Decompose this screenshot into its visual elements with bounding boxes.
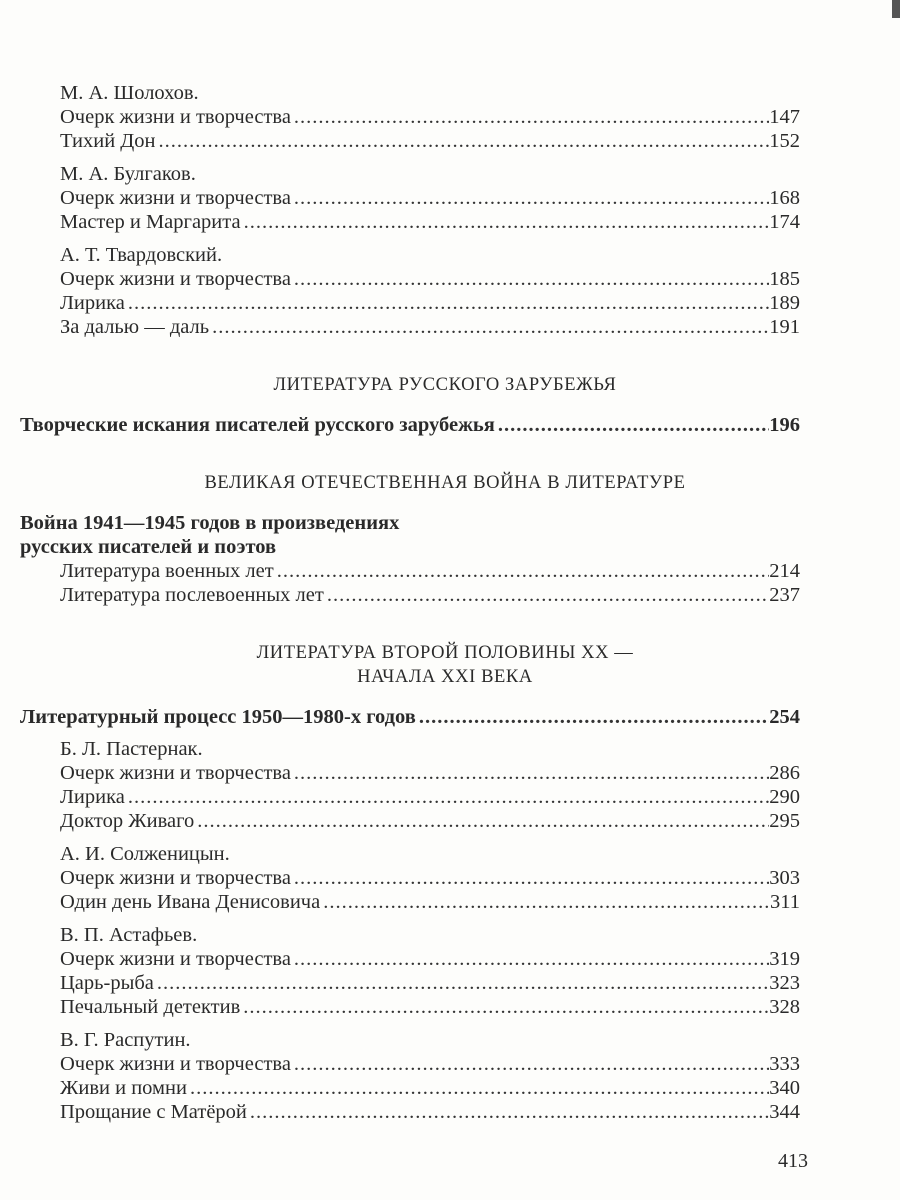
dot-leader (125, 785, 769, 809)
dot-leader (187, 1076, 769, 1100)
entry-title: Война 1941—1945 годов в произведениях (20, 512, 400, 534)
toc-block-heading (20, 641, 800, 689)
toc-entry[interactable] (20, 1052, 800, 1076)
entry-title: А. Т. Твардовский. (60, 244, 223, 266)
toc-entry[interactable] (20, 705, 800, 729)
entry-title: Очерк жизни и творчества (60, 867, 291, 889)
entry-page-number: 333 (769, 1053, 800, 1075)
entry-title: В. П. Астафьев. (60, 924, 198, 946)
toc-entry[interactable] (20, 785, 800, 809)
dot-leader (154, 971, 769, 995)
section-heading: НАЧАЛА XXI ВЕКА (357, 667, 533, 687)
section-heading: ВЕЛИКАЯ ОТЕЧЕСТВЕННАЯ ВОЙНА В ЛИТЕРАТУРЕ (204, 473, 686, 493)
entry-page-number: 189 (769, 292, 800, 314)
toc-entry[interactable] (20, 267, 800, 291)
toc-entry[interactable] (20, 511, 800, 535)
toc-entry[interactable] (20, 971, 800, 995)
toc-entry[interactable] (20, 315, 800, 339)
entry-title: За далью — даль (60, 316, 210, 338)
toc-entry[interactable] (20, 535, 800, 559)
entry-page-number: 344 (769, 1101, 800, 1123)
toc-entry[interactable] (20, 923, 800, 947)
entry-page-number: 214 (769, 560, 800, 582)
dot-leader (209, 315, 769, 339)
toc-entry[interactable] (20, 129, 800, 153)
entry-page-number: 328 (769, 996, 800, 1018)
toc-block-bold (20, 511, 800, 607)
toc-block-author (20, 162, 800, 234)
toc-block-author (20, 243, 800, 339)
entry-page-number: 311 (770, 891, 800, 913)
dot-leader (291, 947, 769, 971)
toc-entry[interactable] (20, 105, 800, 129)
toc-block-author (20, 1028, 800, 1124)
toc-entry[interactable] (20, 413, 800, 437)
toc-block-bold (20, 705, 800, 729)
entry-page-number: 152 (769, 130, 800, 152)
entry-title: Очерк жизни и творчества (60, 187, 291, 209)
entry-page-number: 254 (769, 706, 800, 728)
toc-block-author (20, 81, 800, 153)
page-number: 413 (778, 1150, 808, 1172)
entry-title: Прощание с Матёрой (60, 1101, 247, 1123)
toc-entry[interactable] (20, 737, 800, 761)
toc-entry[interactable] (20, 162, 800, 186)
entry-page-number: 168 (769, 187, 800, 209)
entry-page-number: 290 (769, 786, 800, 808)
entry-page-number: 319 (769, 948, 800, 970)
toc-block-author (20, 737, 800, 833)
toc-entry[interactable] (20, 81, 800, 105)
entry-title: М. А. Булгаков. (60, 163, 196, 185)
dot-leader (291, 761, 769, 785)
dot-leader (247, 1100, 769, 1124)
entry-title: Тихий Дон (60, 130, 156, 152)
entry-page-number: 196 (769, 414, 800, 436)
toc-block-heading (20, 373, 800, 397)
section-heading: ЛИТЕРАТУРА ВТОРОЙ ПОЛОВИНЫ XX — (256, 643, 634, 663)
entry-page-number: 286 (769, 762, 800, 784)
toc-entry[interactable] (20, 809, 800, 833)
entry-title: Литература военных лет (60, 560, 274, 582)
dot-leader (495, 413, 769, 437)
section-heading: ЛИТЕРАТУРА РУССКОГО ЗАРУБЕЖЬЯ (273, 375, 617, 395)
entry-page-number: 340 (769, 1077, 800, 1099)
entry-page-number: 147 (769, 106, 800, 128)
entry-title: Печальный детектив (60, 996, 241, 1018)
toc-entry[interactable] (20, 1028, 800, 1052)
entry-title: Очерк жизни и творчества (60, 762, 291, 784)
dot-leader (240, 995, 769, 1019)
entry-title: Один день Ивана Денисовича (60, 891, 321, 913)
entry-title: Очерк жизни и творчества (60, 106, 291, 128)
dot-leader (416, 705, 769, 729)
toc-entry[interactable] (20, 1100, 800, 1124)
toc-entry[interactable] (20, 1076, 800, 1100)
toc-block-bold (20, 413, 800, 437)
toc-entry[interactable] (20, 890, 800, 914)
dot-leader (274, 559, 770, 583)
toc-entry[interactable] (20, 842, 800, 866)
toc-entry[interactable] (20, 243, 800, 267)
dot-leader (241, 210, 770, 234)
entry-title: Лирика (60, 292, 125, 314)
entry-page-number: 191 (769, 316, 800, 338)
toc-entry[interactable] (20, 583, 800, 607)
entry-page-number: 303 (769, 867, 800, 889)
entry-title: Царь-рыба (60, 972, 154, 994)
toc-entry[interactable] (20, 995, 800, 1019)
entry-page-number: 295 (769, 810, 800, 832)
dot-leader (291, 866, 769, 890)
toc-entry[interactable] (20, 210, 800, 234)
entry-title: В. Г. Распутин. (60, 1029, 191, 1051)
entry-title: А. И. Солженицын. (60, 843, 230, 865)
toc-entry[interactable] (20, 866, 800, 890)
dot-leader (291, 105, 769, 129)
dot-leader (324, 583, 769, 607)
dot-leader (291, 186, 769, 210)
scan-edge-mark (892, 0, 900, 18)
dot-leader (291, 1052, 769, 1076)
toc-entry[interactable] (20, 291, 800, 315)
dot-leader (320, 890, 770, 914)
dot-leader (156, 129, 770, 153)
dot-leader (291, 267, 769, 291)
entry-title: Очерк жизни и творчества (60, 1053, 291, 1075)
toc-block-author (20, 923, 800, 1019)
entry-title: Лирика (60, 786, 125, 808)
entry-title: Очерк жизни и творчества (60, 268, 291, 290)
entry-title: Живи и помни (60, 1077, 187, 1099)
entry-page-number: 237 (769, 584, 800, 606)
entry-page-number: 185 (769, 268, 800, 290)
toc-block-author (20, 842, 800, 914)
table-of-contents (20, 81, 800, 1124)
entry-page-number: 174 (769, 211, 800, 233)
entry-title: Доктор Живаго (60, 810, 195, 832)
entry-title: русских писателей и поэтов (20, 536, 277, 558)
entry-title: Б. Л. Пастернак. (60, 738, 203, 760)
toc-entry[interactable] (20, 761, 800, 785)
entry-title: Творческие искания писателей русского зарубежья (20, 414, 495, 436)
dot-leader (125, 291, 769, 315)
toc-entry[interactable] (20, 947, 800, 971)
entry-title: М. А. Шолохов. (60, 82, 199, 104)
entry-title: Очерк жизни и творчества (60, 948, 291, 970)
entry-page-number: 323 (769, 972, 800, 994)
entry-title: Литературный процесс 1950—1980-х годов (20, 706, 416, 728)
toc-block-heading (20, 471, 800, 495)
toc-entry[interactable] (20, 186, 800, 210)
dot-leader (194, 809, 769, 833)
entry-title: Мастер и Маргарита (60, 211, 241, 233)
toc-entry[interactable] (20, 559, 800, 583)
entry-title: Литература послевоенных лет (60, 584, 324, 606)
